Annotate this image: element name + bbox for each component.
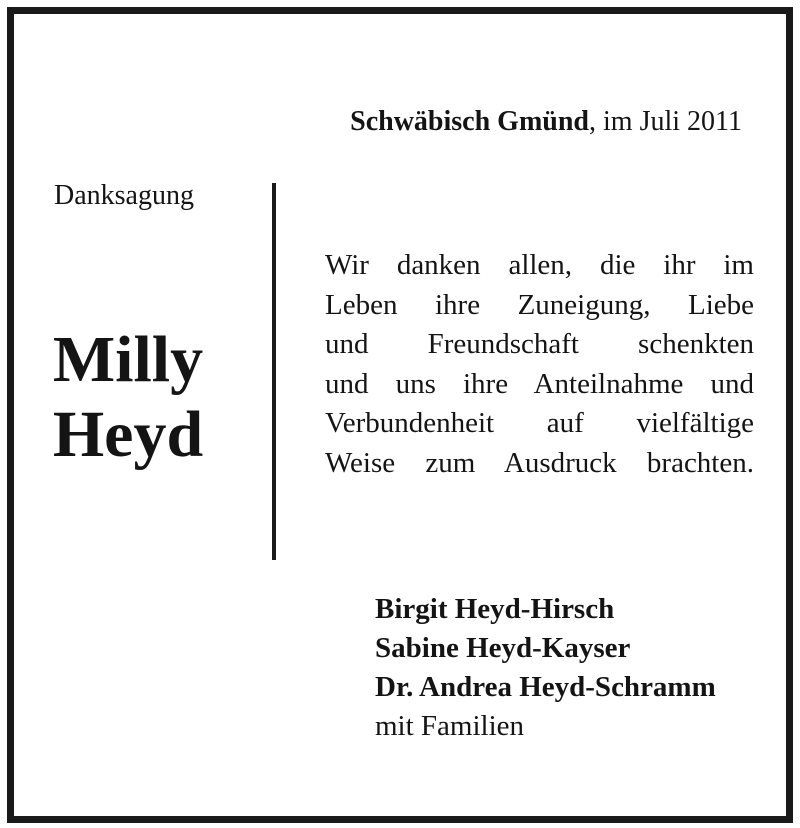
signer-name: Dr. Andrea Heyd-Schramm <box>375 671 716 703</box>
signers-suffix: mit Familien <box>375 710 525 742</box>
signers-block <box>375 590 716 746</box>
signer-name: Sabine Heyd-Kayser <box>375 632 631 664</box>
deceased-first-name: Milly <box>52 323 204 396</box>
notice-heading: Danksagung <box>54 180 194 211</box>
message-line: und uns ihre Anteilnahme und <box>325 367 754 400</box>
message-line: und Freundschaft schenkten <box>325 328 754 360</box>
message-line: Weise zum Ausdruck brachten. <box>325 446 754 479</box>
dateline-date: , im Juli 2011 <box>589 106 742 137</box>
signer-name: Birgit Heyd-Hirsch <box>375 593 615 625</box>
thank-you-message <box>325 246 754 483</box>
dateline <box>350 106 742 138</box>
message-line: Verbundenheit auf vielfältige <box>325 407 754 439</box>
message-line: Leben ihre Zuneigung, Liebe <box>325 288 754 321</box>
notice-frame <box>7 7 793 823</box>
dateline-place: Schwäbisch Gmünd <box>350 106 590 137</box>
message-line: Wir danken allen, die ihr im <box>325 249 754 281</box>
deceased-last-name: Heyd <box>52 398 204 471</box>
vertical-divider <box>272 183 276 560</box>
